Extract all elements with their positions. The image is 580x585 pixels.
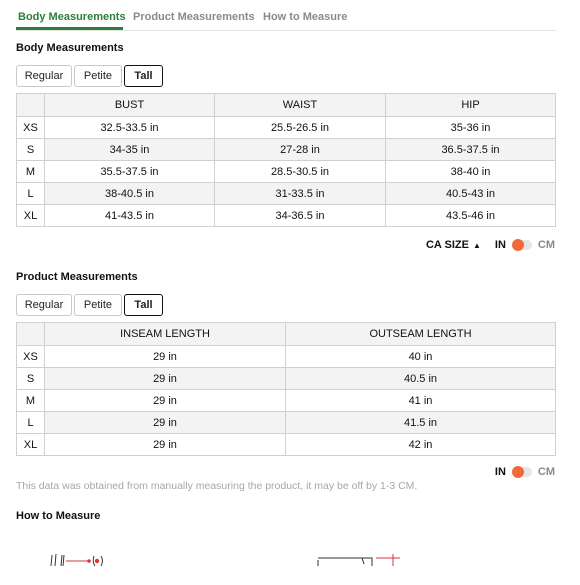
outseam-cell: 41.5 in bbox=[286, 412, 556, 434]
measure-illustration bbox=[0, 540, 580, 580]
size-cell: XS bbox=[17, 346, 45, 368]
measurement-disclaimer: This data was obtained from manually measuring the product, it may be off by 1-3 CM. bbox=[16, 480, 418, 492]
table-row bbox=[17, 412, 556, 434]
unit-cm-label: CM bbox=[537, 239, 555, 251]
tab-body-measurements[interactable]: Body Measurements bbox=[18, 11, 126, 23]
table-header-waist: WAIST bbox=[215, 94, 386, 117]
product-fit-regular[interactable]: Regular bbox=[16, 294, 72, 316]
size-cell: L bbox=[17, 183, 45, 205]
table-header-inseam: INSEAM LENGTH bbox=[45, 323, 286, 346]
waist-cell: 31-33.5 in bbox=[215, 183, 386, 205]
size-cell: S bbox=[17, 139, 45, 161]
size-cell: M bbox=[17, 390, 45, 412]
size-cell: S bbox=[17, 368, 45, 390]
waist-cell: 34-36.5 in bbox=[215, 205, 386, 227]
table-header-row bbox=[17, 94, 556, 117]
unit-toggle[interactable] bbox=[512, 240, 532, 250]
body-fit-tall[interactable]: Tall bbox=[124, 65, 163, 87]
measurement-tabs bbox=[16, 8, 556, 31]
hip-cell: 40.5-43 in bbox=[386, 183, 556, 205]
product-measurements-title: Product Measurements bbox=[16, 271, 138, 283]
product-fit-tall[interactable]: Tall bbox=[124, 294, 163, 316]
tab-how-to-measure[interactable]: How to Measure bbox=[263, 11, 348, 23]
table-row bbox=[17, 390, 556, 412]
caret-up-icon: ▲ bbox=[472, 240, 481, 250]
table-row bbox=[17, 434, 556, 456]
table-header-row bbox=[17, 323, 556, 346]
hip-cell: 43.5-46 in bbox=[386, 205, 556, 227]
waist-cell: 25.5-26.5 in bbox=[215, 117, 386, 139]
outseam-cell: 41 in bbox=[286, 390, 556, 412]
size-cell: XL bbox=[17, 205, 45, 227]
toggle-knob bbox=[512, 239, 524, 251]
size-system-label: CA SIZE bbox=[425, 239, 469, 251]
bust-cell: 32.5-33.5 in bbox=[45, 117, 215, 139]
how-to-measure-title: How to Measure bbox=[16, 510, 101, 522]
size-cell: M bbox=[17, 161, 45, 183]
unit-in-label: IN bbox=[494, 239, 506, 251]
hip-cell: 35-36 in bbox=[386, 117, 556, 139]
product-unit-controls bbox=[495, 465, 555, 479]
product-measurements-table bbox=[16, 322, 556, 456]
unit-in-label: IN bbox=[494, 466, 506, 478]
product-fit-petite[interactable]: Petite bbox=[74, 294, 122, 316]
bust-cell: 35.5-37.5 in bbox=[45, 161, 215, 183]
table-header-hip: HIP bbox=[386, 94, 556, 117]
hip-cell: 38-40 in bbox=[386, 161, 556, 183]
table-row bbox=[17, 205, 556, 227]
tab-product-measurements[interactable]: Product Measurements bbox=[133, 11, 255, 23]
waist-cell: 27-28 in bbox=[215, 139, 386, 161]
table-header-bust: BUST bbox=[45, 94, 215, 117]
table-header-size bbox=[17, 323, 45, 346]
body-fit-petite[interactable]: Petite bbox=[74, 65, 122, 87]
table-row bbox=[17, 139, 556, 161]
bust-cell: 38-40.5 in bbox=[45, 183, 215, 205]
outseam-cell: 40.5 in bbox=[286, 368, 556, 390]
table-row bbox=[17, 117, 556, 139]
bust-cell: 34-35 in bbox=[45, 139, 215, 161]
unit-toggle[interactable] bbox=[512, 467, 532, 477]
size-cell: XL bbox=[17, 434, 45, 456]
table-header-size bbox=[17, 94, 45, 117]
outseam-cell: 42 in bbox=[286, 434, 556, 456]
table-row bbox=[17, 161, 556, 183]
hip-cell: 36.5-37.5 in bbox=[386, 139, 556, 161]
inseam-cell: 29 in bbox=[45, 368, 286, 390]
inseam-cell: 29 in bbox=[45, 390, 286, 412]
table-row bbox=[17, 368, 556, 390]
size-system-dropdown[interactable] bbox=[426, 239, 481, 251]
table-row bbox=[17, 346, 556, 368]
inseam-cell: 29 in bbox=[45, 434, 286, 456]
waist-cell: 28.5-30.5 in bbox=[215, 161, 386, 183]
body-measurements-table bbox=[16, 93, 556, 227]
body-unit-controls bbox=[426, 238, 555, 252]
bust-cell: 41-43.5 in bbox=[45, 205, 215, 227]
body-measurements-title: Body Measurements bbox=[16, 42, 124, 54]
table-row bbox=[17, 183, 556, 205]
inseam-cell: 29 in bbox=[45, 346, 286, 368]
toggle-knob bbox=[512, 466, 524, 478]
outseam-cell: 40 in bbox=[286, 346, 556, 368]
size-cell: L bbox=[17, 412, 45, 434]
size-cell: XS bbox=[17, 117, 45, 139]
table-header-outseam: OUTSEAM LENGTH bbox=[286, 323, 556, 346]
body-fit-regular[interactable]: Regular bbox=[16, 65, 72, 87]
inseam-cell: 29 in bbox=[45, 412, 286, 434]
how-to-measure-illustrations bbox=[0, 540, 580, 580]
active-tab-indicator bbox=[16, 27, 123, 30]
unit-cm-label: CM bbox=[537, 466, 555, 478]
